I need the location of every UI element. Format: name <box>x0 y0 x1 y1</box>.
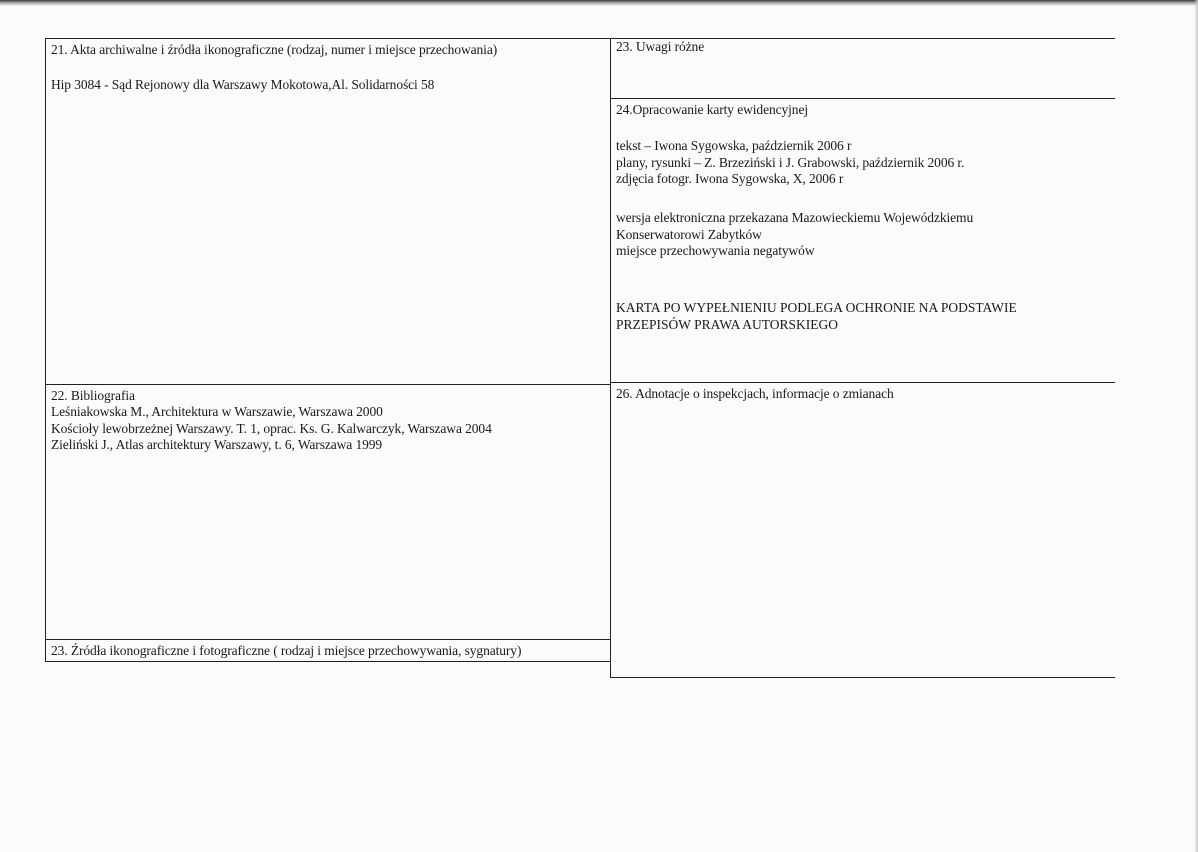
section-24-storage <box>616 210 973 260</box>
section-24-authors <box>616 138 964 188</box>
section-26-title: 26. Adnotacje o inspekcjach, informacje o zmianach <box>616 386 894 401</box>
left-table-bottom-border <box>45 661 610 662</box>
author-line: plany, rysunki – Z. Brzeziński i J. Grabowski, październik 2006 r. <box>616 154 965 170</box>
author-line: tekst – Iwona Sygowska, październik 2006 r <box>616 138 852 153</box>
left-outer-border <box>45 38 46 661</box>
scan-edge-right <box>1194 0 1198 852</box>
left-23-top-border <box>45 639 610 640</box>
notice-line: KARTA PO WYPEŁNIENIU PODLEGA OCHRONIE NA PODSTAWIE <box>616 300 1017 315</box>
bibliography-item: Zieliński J., Atlas architektury Warszawy, t. 6, Warszawa 1999 <box>51 437 383 452</box>
section-24-title: 24.Opracowanie karty ewidencyjnej <box>616 102 808 117</box>
table-top-border <box>45 38 1115 39</box>
storage-line: wersja elektroniczna przekazana Mazowieckiemu Wojewódzkiemu <box>616 210 974 225</box>
section-23-sources-title: 23. Źródła ikonograficzne i fotograficzne ( rodzaj i miejsce przechowywania, sygnatury) <box>51 643 522 658</box>
section-23-remarks-title: 23. Uwagi różne <box>616 39 705 54</box>
column-divider <box>610 38 611 677</box>
author-line: zdjęcia fotogr. Iwona Sygowska, X, 2006 r <box>616 171 844 186</box>
storage-line: Konserwatorowi Zabytków <box>616 226 762 242</box>
right-24-top-border <box>610 98 1115 99</box>
section-22-title: 22. Bibliografia <box>51 388 135 403</box>
right-26-top-border <box>610 382 1115 383</box>
storage-line: miejsce przechowywania negatywów <box>616 243 815 258</box>
scan-edge-top <box>0 0 1198 6</box>
section-21-title: 21. Akta archiwalne i źródła ikonograficzne (rodzaj, numer i miejsce przechowania) <box>51 42 498 57</box>
notice-line: PRZEPISÓW PRAWA AUTORSKIEGO <box>616 316 838 332</box>
bibliography-item: Leśniakowska M., Architektura w Warszawie, Warszawa 2000 <box>51 404 383 419</box>
bibliography-list <box>51 404 492 454</box>
right-table-bottom-border <box>610 677 1115 678</box>
left-22-top-border <box>45 384 610 385</box>
copyright-notice <box>616 300 1017 333</box>
section-21-entry: Hip 3084 - Sąd Rejonowy dla Warszawy Mokotowa,Al. Solidarności 58 <box>51 77 435 92</box>
bibliography-item: Kościoły lewobrzeżnej Warszawy. T. 1, oprac. Ks. G. Kalwarczyk, Warszawa 2004 <box>51 420 492 436</box>
